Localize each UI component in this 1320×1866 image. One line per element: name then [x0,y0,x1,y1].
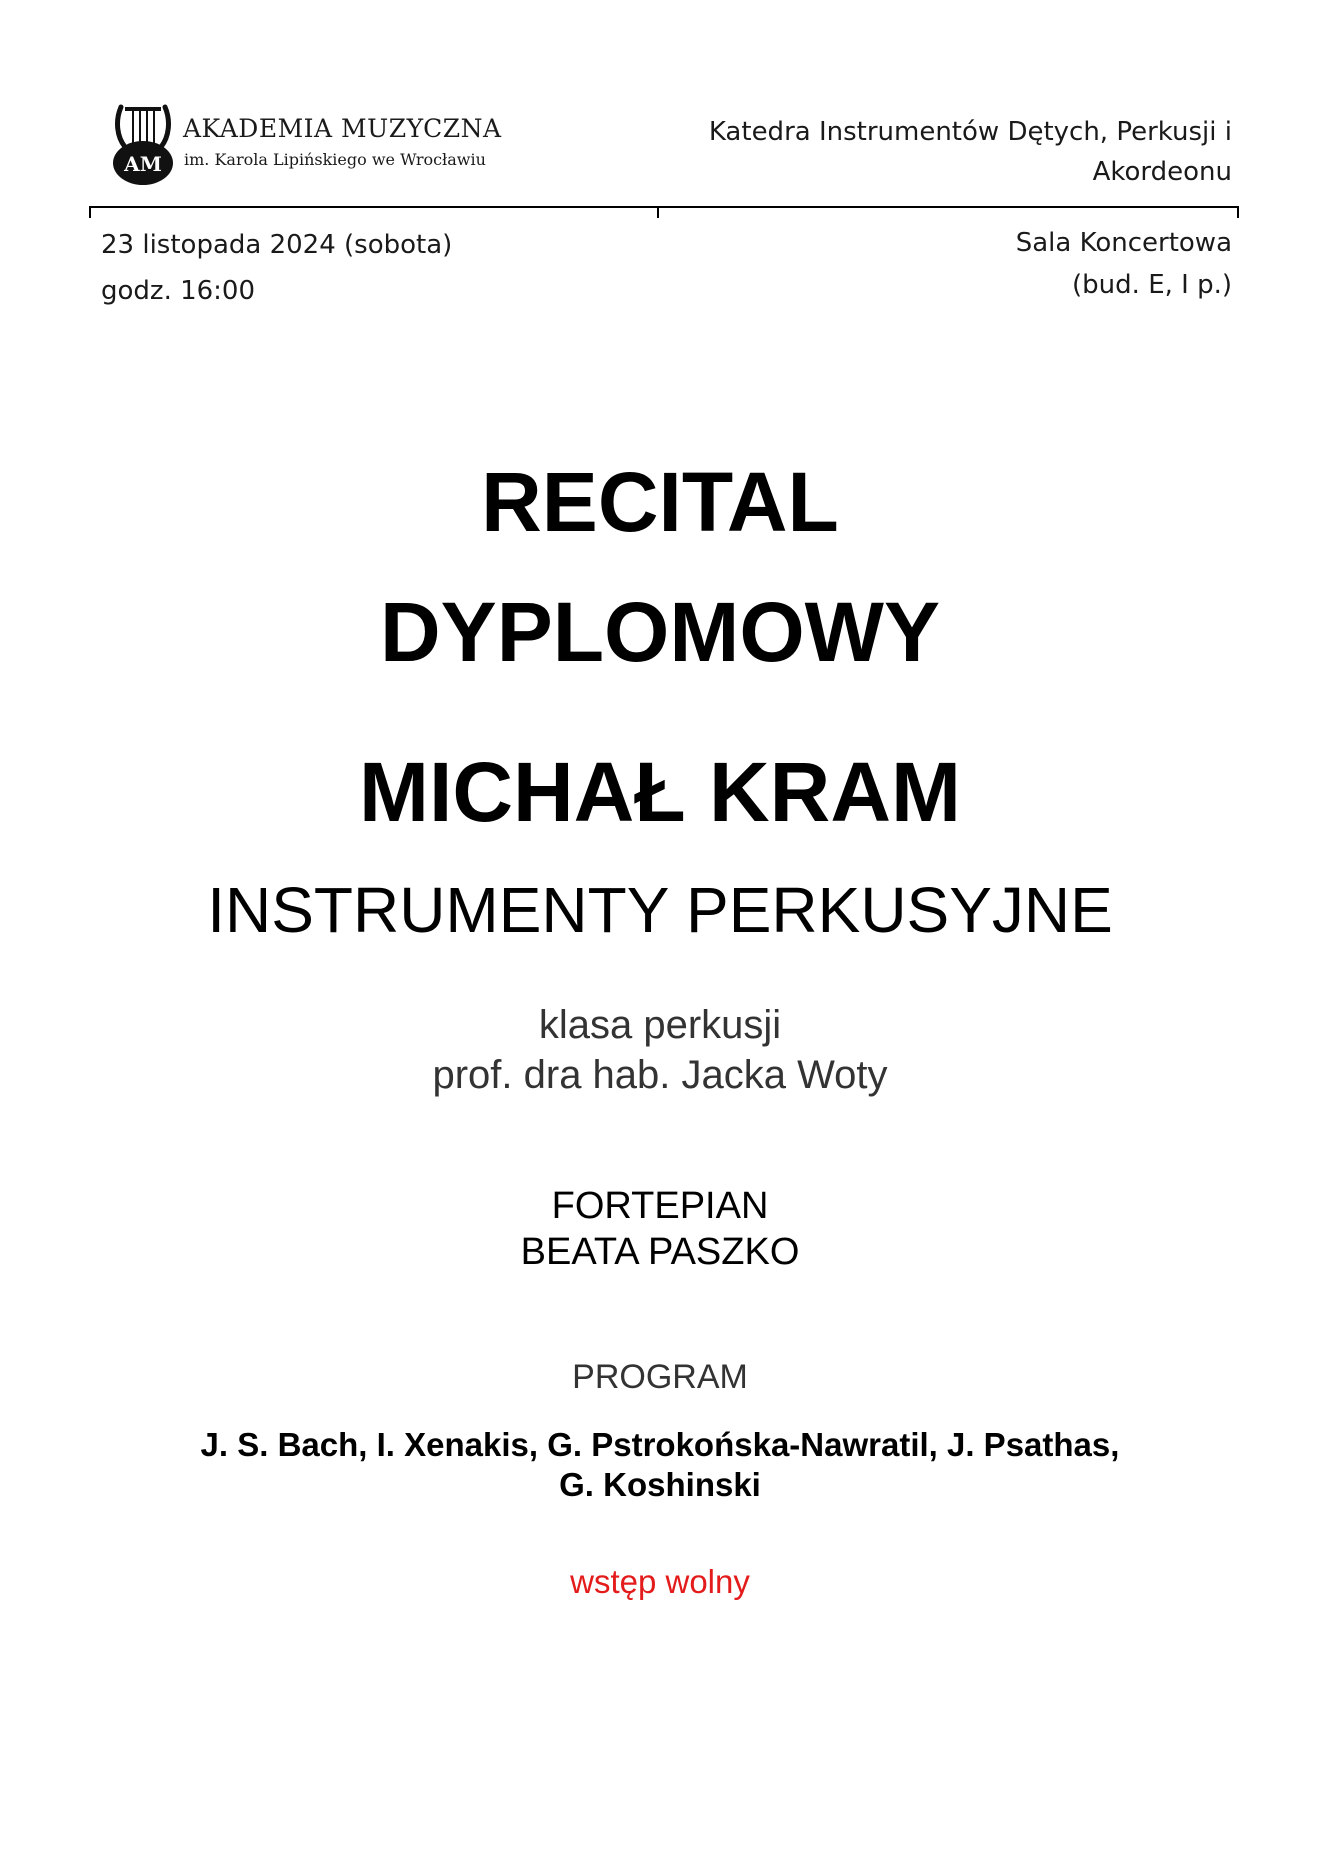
composers-line-2: G. Koshinski [559,1466,761,1503]
instrument: INSTRUMENTY PERKUSYJNE [207,874,1113,946]
event-venue [1016,222,1232,306]
composers-line-1: J. S. Bach, I. Xenakis, G. Pstrokońska-Nawratil, J. Psathas, [200,1426,1120,1463]
program-label: PROGRAM [572,1358,748,1396]
class-teacher: prof. dra hab. Jacka Woty [432,1053,888,1097]
svg-text:AM: AM [124,152,162,176]
event-time: godz. 16:00 [101,276,256,306]
pianist-name: BEATA PASZKO [520,1231,800,1273]
event-date: 23 listopada 2024 (sobota) [101,230,453,260]
performer-name: MICHAŁ KRAM [359,745,961,839]
venue-name: Sala Koncertowa [1015,228,1232,258]
divider-tick-left [89,206,91,218]
admission-note: wstęp wolny [570,1563,750,1600]
lyre-icon [111,103,175,187]
venue-location: (bud. E, I p.) [1072,270,1232,300]
header-divider [89,206,1239,208]
academy-name: AKADEMIA MUZYCZNA [183,114,502,143]
divider-tick-middle [657,206,659,218]
department-line-2: Akordeonu [1092,157,1232,187]
piano-label: FORTEPIAN [551,1185,769,1227]
divider-tick-right [1237,206,1239,218]
title-line-2: DYPLOMOWY [380,585,940,679]
department-line-1: Katedra Instrumentów Dętych, Perkusji i [708,117,1232,147]
event-datetime [101,222,452,314]
department [592,112,1232,192]
academy-subtitle: im. Karola Lipińskiego we Wrocławiu [184,150,486,169]
class-label: klasa perkusji [538,1003,782,1047]
title-line-1: RECITAL [481,455,839,549]
